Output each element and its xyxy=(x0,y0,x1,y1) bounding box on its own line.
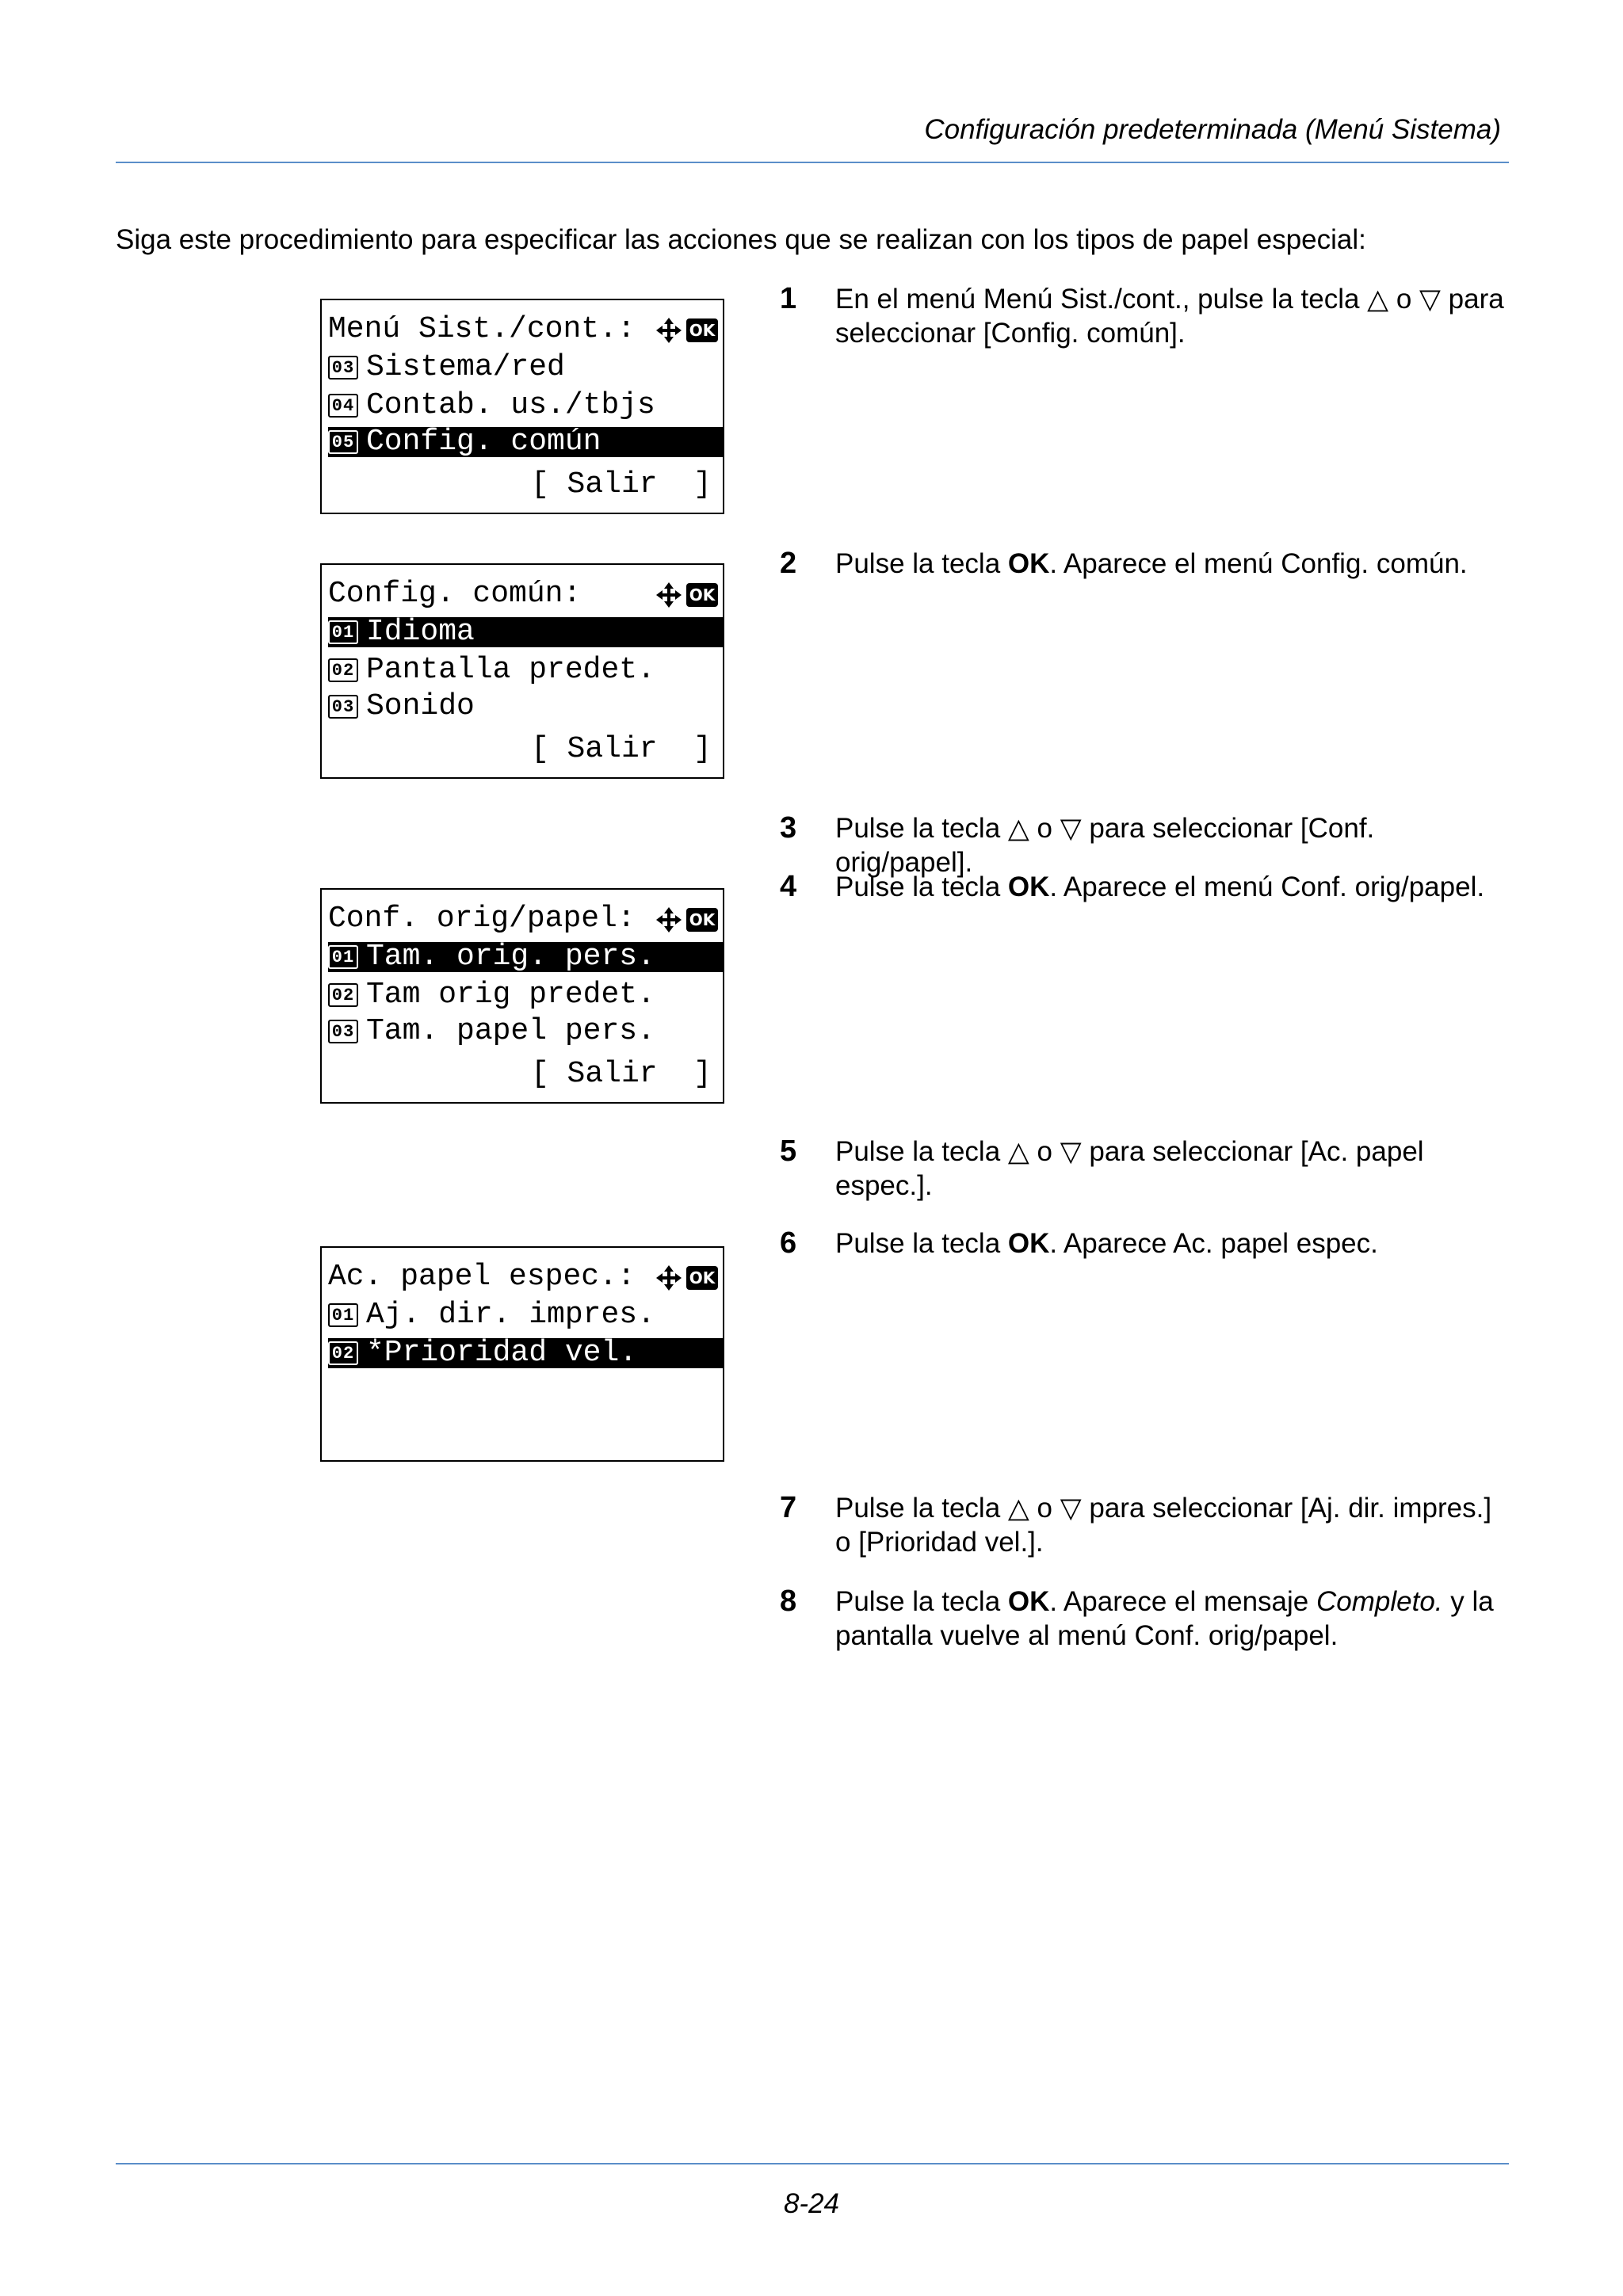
menu-item-label: Contab. us./tbjs xyxy=(366,388,655,422)
menu-number-badge: 03 xyxy=(328,695,358,719)
menu-item-label: Pantalla predet. xyxy=(366,653,655,687)
lcd-nav-icons xyxy=(655,906,718,934)
step-text: En el menú Menú Sist./cont., pulse la tecla △ o ▽ para seleccionar [Config. común]. xyxy=(835,284,1504,349)
menu-number-badge: 04 xyxy=(328,394,358,418)
menu-item-label: Config. común xyxy=(366,425,601,459)
four-way-arrow-icon xyxy=(655,1264,683,1292)
lcd-menu-item xyxy=(328,1016,723,1047)
lcd-exit-softkey: [ Salir ] xyxy=(530,467,712,502)
footer-rule xyxy=(116,2163,1509,2164)
step-text: Pulse la tecla △ o ▽ para seleccionar [Conf. orig/papel]. xyxy=(835,813,1375,878)
menu-number-badge: 01 xyxy=(328,1303,358,1327)
lcd-title: Config. común: xyxy=(328,577,582,611)
ok-key-icon: OK xyxy=(686,583,718,607)
lcd-menu-item xyxy=(328,388,723,422)
menu-number-badge: 02 xyxy=(328,983,358,1007)
lcd-screen xyxy=(320,299,724,514)
lcd-exit-softkey: [ Salir ] xyxy=(530,732,712,766)
menu-number-badge: 02 xyxy=(328,658,358,682)
lcd-title: Ac. papel espec.: xyxy=(328,1260,636,1294)
menu-number-badge: 03 xyxy=(328,1020,358,1043)
step-number: 3 xyxy=(780,811,797,845)
step-number: 4 xyxy=(780,870,797,903)
lcd-nav-icons xyxy=(655,316,718,345)
lcd-exit-softkey: [ Salir ] xyxy=(530,1057,712,1091)
lcd-screen xyxy=(320,563,724,779)
menu-item-label: Idioma xyxy=(366,615,475,649)
menu-item-label: Sonido xyxy=(366,689,475,723)
lcd-title: Conf. orig/papel: xyxy=(328,902,636,936)
menu-item-label: Tam. orig. pers. xyxy=(366,940,655,974)
menu-item-label: Sistema/red xyxy=(366,350,565,384)
four-way-arrow-icon xyxy=(655,906,683,934)
header-title: Configuración predeterminada (Menú Sistema) xyxy=(924,114,1501,145)
menu-number-badge: 03 xyxy=(328,356,358,379)
lcd-menu-item xyxy=(328,427,723,457)
lcd-menu-item xyxy=(328,655,723,685)
menu-item-label: Aj. dir. impres. xyxy=(366,1298,655,1332)
step-text: Pulse la tecla OK. Aparece el menú Config. común. xyxy=(835,548,1468,579)
ok-key-icon: OK xyxy=(686,908,718,932)
step-text: Pulse la tecla OK. Aparece el mensaje Completo. y la pantalla vuelve al menú Conf. orig/papel. xyxy=(835,1586,1494,1651)
header-rule xyxy=(116,162,1509,163)
step-number: 1 xyxy=(780,282,797,315)
intro-text: Siga este procedimiento para especificar las acciones que se realizan con los tipos de papel especial: xyxy=(116,224,1366,255)
menu-number-badge: 01 xyxy=(328,620,358,644)
step-number: 5 xyxy=(780,1135,797,1168)
lcd-menu-item xyxy=(328,1300,723,1330)
four-way-arrow-icon xyxy=(655,316,683,345)
menu-item-label: Tam. papel pers. xyxy=(366,1014,655,1048)
lcd-screen xyxy=(320,1246,724,1462)
menu-number-badge: 01 xyxy=(328,945,358,969)
step-text: Pulse la tecla OK. Aparece el menú Conf. orig/papel. xyxy=(835,871,1485,902)
menu-item-label: Tam orig predet. xyxy=(366,978,655,1012)
lcd-menu-item xyxy=(328,1338,723,1368)
page-number: 8-24 xyxy=(783,2188,840,2219)
menu-item-label: *Prioridad vel. xyxy=(366,1336,638,1370)
ok-key-icon: OK xyxy=(686,1266,718,1290)
lcd-menu-item xyxy=(328,350,723,384)
lcd-menu-item xyxy=(328,942,723,972)
lcd-menu-item xyxy=(328,617,723,647)
ok-key-icon: OK xyxy=(686,318,718,342)
menu-number-badge: 02 xyxy=(328,1341,358,1365)
lcd-nav-icons xyxy=(655,1264,718,1292)
four-way-arrow-icon xyxy=(655,581,683,609)
step-text: Pulse la tecla OK. Aparece Ac. papel espec. xyxy=(835,1228,1378,1259)
step-number: 6 xyxy=(780,1226,797,1260)
lcd-menu-item xyxy=(328,980,723,1010)
lcd-screen xyxy=(320,888,724,1104)
menu-number-badge: 05 xyxy=(328,430,358,454)
step-number: 7 xyxy=(780,1491,797,1524)
lcd-menu-item xyxy=(328,689,723,723)
step-number: 2 xyxy=(780,547,797,580)
step-text: Pulse la tecla △ o ▽ para seleccionar [Aj. dir. impres.] o [Prioridad vel.]. xyxy=(835,1493,1492,1558)
step-text: Pulse la tecla △ o ▽ para seleccionar [Ac. papel espec.]. xyxy=(835,1136,1424,1201)
lcd-title: Menú Sist./cont.: xyxy=(328,312,636,346)
step-number: 8 xyxy=(780,1585,797,1618)
lcd-nav-icons xyxy=(655,581,718,609)
